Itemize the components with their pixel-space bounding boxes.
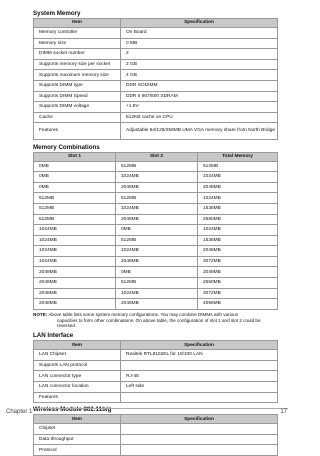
table-row	[34, 225, 278, 236]
lan-interface-table	[33, 340, 278, 403]
table-cell: LAN connector type	[34, 371, 121, 382]
chapter-label: Chapter 1	[6, 409, 33, 415]
table-cell: LAN connector location	[34, 382, 121, 393]
table-row	[34, 299, 278, 310]
wireless-module-table	[33, 414, 278, 456]
table-cell: 1024MB	[34, 246, 116, 257]
table-cell: 1024MB	[198, 172, 278, 183]
table-row	[34, 371, 278, 382]
table-cell: 0MB	[34, 161, 116, 172]
column-header: Slot 1	[34, 152, 116, 161]
table-cell: 512MB	[116, 235, 198, 246]
table-cell: 1536MB	[198, 203, 278, 214]
system-memory-table	[33, 18, 278, 140]
table-row	[34, 193, 278, 204]
table-cell: 0MB	[34, 182, 116, 193]
table-cell: 2048MB	[34, 278, 116, 289]
table-cell: 2048MB	[34, 267, 116, 278]
table-cell: RJ-45	[121, 371, 278, 382]
table-cell: 2048MB	[116, 299, 198, 310]
footer-divider	[33, 408, 288, 409]
table-cell: 1024MB	[116, 288, 198, 299]
table-cell: 1024MB	[34, 225, 116, 236]
table-row	[34, 360, 278, 371]
table-row	[34, 267, 278, 278]
system-memory-title: System Memory	[33, 10, 81, 17]
table-cell	[121, 434, 278, 445]
table-row	[34, 70, 278, 81]
table-row	[34, 80, 278, 91]
column-header: Item	[34, 341, 121, 350]
column-header: Item	[34, 19, 121, 28]
table-row	[34, 182, 278, 193]
table-cell: 1536MB	[198, 235, 278, 246]
table-row	[34, 235, 278, 246]
note-label: NOTE:	[33, 311, 48, 317]
table-row	[34, 256, 278, 267]
table-cell: Left side	[121, 382, 278, 393]
memory-combinations-title: Memory Combinations	[33, 143, 100, 151]
table-cell: Supports maximum memory size	[34, 70, 121, 81]
table-cell: +1.8V	[121, 102, 278, 113]
table-cell: 2048MB	[198, 246, 278, 257]
table-cell	[121, 360, 278, 371]
table-row	[34, 288, 278, 299]
table-row	[34, 28, 278, 39]
table-cell: 2	[121, 49, 278, 60]
table-row	[34, 434, 278, 445]
memory-combinations-table	[33, 152, 278, 310]
column-header: Specification	[121, 341, 278, 350]
table-cell: 512MB	[34, 214, 116, 225]
wireless-module-title: Wireless Module 802.11b/g	[33, 406, 112, 414]
table-cell: Supports memory size per socket	[34, 59, 121, 70]
table-cell: DIMM socket number	[34, 49, 121, 60]
column-header: Total Memory	[198, 152, 278, 161]
table-header-row	[34, 415, 278, 424]
table-cell: 2048MB	[34, 299, 116, 310]
table-cell: 512MB	[116, 278, 198, 289]
table-row	[34, 59, 278, 70]
table-cell	[121, 424, 278, 435]
table-row	[34, 102, 278, 113]
page-number: 17	[280, 409, 287, 415]
table-row	[34, 203, 278, 214]
note-text-line1: Above table lists some system memory configurations. You may combine DIMMs with various	[48, 311, 239, 317]
column-header: Specification	[121, 19, 278, 28]
table-row	[34, 350, 278, 361]
table-cell: 512MB	[34, 193, 116, 204]
lan-interface-title: LAN Interface	[33, 332, 74, 340]
column-header: Specification	[121, 415, 278, 424]
table-cell: 1024MB	[34, 235, 116, 246]
table-row	[34, 123, 278, 139]
table-row	[34, 112, 278, 123]
note-text-line3: reversed.	[57, 323, 77, 329]
table-row	[34, 214, 278, 225]
table-cell: 2048MB	[116, 256, 198, 267]
memory-note	[33, 312, 273, 329]
note-text-line2: capacities to form other combinations. On above table, the configuration of slot 1 and slot 2 could be	[57, 317, 261, 323]
table-cell: Features	[34, 392, 121, 403]
table-cell: 1024MB	[34, 256, 116, 267]
table-cell: 0MB	[116, 225, 198, 236]
table-cell: LAN Chipset	[34, 350, 121, 361]
table-row	[34, 445, 278, 456]
table-cell: 2048MB	[34, 288, 116, 299]
table-cell: Realtek RTL8102EL for 10/100 LAN	[121, 350, 278, 361]
table-cell: 0MB	[34, 172, 116, 183]
table-cell: 1024MB	[116, 203, 198, 214]
table-cell: 4096MB	[198, 299, 278, 310]
table-cell	[121, 445, 278, 456]
table-header-row	[34, 19, 278, 28]
table-cell: 2560MB	[198, 278, 278, 289]
table-cell: 512MB	[198, 161, 278, 172]
column-header: Item	[34, 415, 121, 424]
table-cell: Supports DIMM type	[34, 80, 121, 91]
table-cell: 0MB	[116, 267, 198, 278]
table-cell: 512MB	[116, 193, 198, 204]
table-cell: 1024MB	[198, 193, 278, 204]
table-header-row	[34, 152, 278, 161]
table-row	[34, 172, 278, 183]
table-cell: 1024MB	[116, 172, 198, 183]
table-cell: DDR II 667/800 SDRAM	[121, 91, 278, 102]
table-row	[34, 38, 278, 49]
table-cell: 4 GB	[121, 70, 278, 81]
table-cell: 2048MB	[198, 182, 278, 193]
table-cell: On Board	[121, 28, 278, 39]
table-cell	[121, 392, 278, 403]
table-cell: Memory size	[34, 38, 121, 49]
column-header: Slot 2	[116, 152, 198, 161]
table-cell: 2560MB	[198, 214, 278, 225]
table-row	[34, 91, 278, 102]
table-row	[34, 278, 278, 289]
table-cell: 1024MB	[198, 225, 278, 236]
table-row	[34, 161, 278, 172]
table-cell: 2048MB	[116, 214, 198, 225]
table-cell: 2 GB	[121, 59, 278, 70]
table-row	[34, 246, 278, 257]
table-cell: 2048MB	[116, 182, 198, 193]
table-cell: Data throughput	[34, 434, 121, 445]
table-cell: DDR SODIMM	[121, 80, 278, 91]
table-cell: 512MB	[34, 203, 116, 214]
table-cell: 2048MB	[198, 267, 278, 278]
table-row	[34, 49, 278, 60]
table-row	[34, 382, 278, 393]
table-cell: Protocol	[34, 445, 121, 456]
table-cell: Features	[34, 123, 121, 139]
table-cell: Supports DIMM Speed	[34, 91, 121, 102]
table-row	[34, 424, 278, 435]
table-header-row	[34, 341, 278, 350]
table-cell: Cache	[34, 112, 121, 123]
table-cell: 3072MB	[198, 288, 278, 299]
table-cell: Supports DIMM voltage	[34, 102, 121, 113]
table-cell: 1024MB	[116, 246, 198, 257]
table-row	[34, 392, 278, 403]
table-cell: Supports LAN protocol	[34, 360, 121, 371]
table-cell: 512MB	[116, 161, 198, 172]
table-cell: 3072MB	[198, 256, 278, 267]
table-cell: 512KB cache on CPU	[121, 112, 278, 123]
table-cell: Adjustable 64/128/256MB UMA VGA memory share from North Bridge	[121, 123, 278, 139]
table-cell: Chipset	[34, 424, 121, 435]
table-cell: Memory controller	[34, 28, 121, 39]
table-cell: 0 MB	[121, 38, 278, 49]
